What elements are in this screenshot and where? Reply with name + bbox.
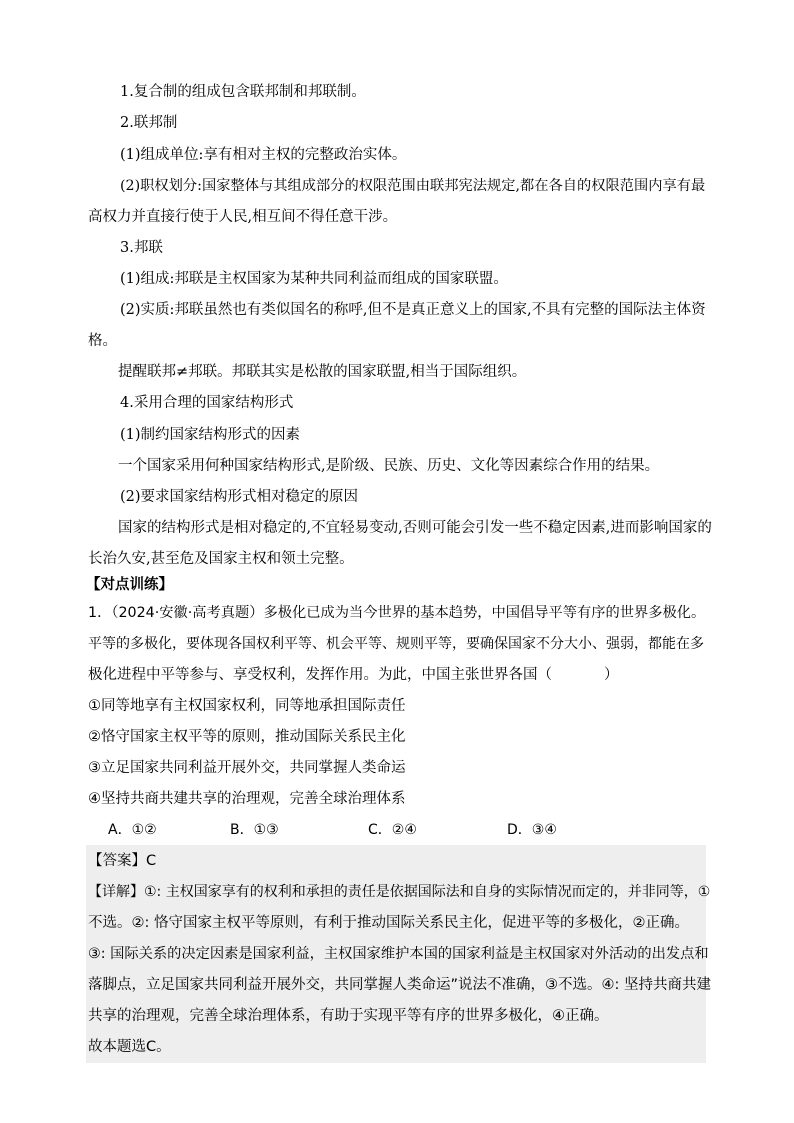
federal-powers-line2: 高权力并直接行使于人民,相互间不得任意干涉。 [88, 209, 398, 225]
option-c: C．②④ [368, 822, 417, 838]
explanation-line4: 落脚点，立足国家共同利益开展外交，共同掌握人类命运”说法不准确，③不选。④: 坚持共商共建 [88, 977, 712, 993]
explanation-line3: ③: 国际关系的决定因素是国家利益，主权国家维护本国的国家利益是主权国家对外活动的出发点和 [88, 946, 709, 962]
question-stem-line3 [88, 665, 619, 685]
explanation-line2: 不选。②: 恪守国家主权平等原则，有利于推动国际关系民主化，促进平等的多极化，②正确。 [88, 915, 689, 931]
knowledge-point-1: 1.复合制的组成包含联邦制和邦联制。 [120, 84, 366, 100]
option-b: B．①③ [230, 822, 279, 838]
reminder-note: 提醒联邦≠邦联。邦联其实是松散的国家联盟,相当于国际组织。 [118, 364, 527, 380]
option-a: A．①② [108, 822, 157, 838]
statement-2: ②恪守国家主权平等的原则，推动国际关系民主化 [88, 729, 406, 745]
statement-4: ④坚持共商共建共享的治理观，完善全球治理体系 [88, 791, 406, 807]
federal-units: (1)组成单位:享有相对主权的完整政治实体。 [120, 147, 407, 163]
heading-confederation: 3.邦联 [120, 240, 163, 256]
heading-structure-form: 4.采用合理的国家结构形式 [120, 395, 294, 411]
confederation-essence-line2: 格。 [88, 333, 117, 349]
confederation-essence-line1: (2)实质:邦联虽然也有类似国名的称呼,但不是真正意义上的国家,不具有完整的国际法主体资 [120, 302, 706, 318]
heading-federal-system: 2.联邦制 [120, 115, 178, 131]
structure-stability-line1: 国家的结构形式是相对稳定的,不宜轻易变动,否则可能会引发一些不稳定因素,进而影响国家的 [118, 520, 712, 536]
structure-factors-text: 一个国家采用何种国家结构形式,是阶级、民族、历史、文化等因素综合作用的结果。 [118, 458, 660, 474]
structure-factors-heading: (1)制约国家结构形式的因素 [120, 427, 301, 443]
option-d: D．③④ [507, 822, 557, 838]
question-stem-close-paren: ） [604, 667, 619, 683]
question-stem-line2: 平等的多极化，要体现各国权利平等、机会平等、规则平等，要确保国家不分大小、强弱，都能在多 [88, 636, 704, 652]
question-stem-line3-text: 极化进程中平等参与、享受权利，发挥作用。为此，中国主张世界各国（ [88, 667, 552, 683]
answer-label: 【答案】C [88, 853, 157, 869]
confederation-composition: (1)组成:邦联是主权国家为某种共同利益而组成的国家联盟。 [120, 271, 508, 287]
training-heading: 【对点训练】 [86, 576, 173, 593]
statement-1: ①同等地享有主权国家权利，同等地承担国际责任 [88, 698, 406, 714]
structure-stability-heading: (2)要求国家结构形式相对稳定的原因 [120, 489, 359, 505]
explanation-line5: 共享的治理观，完善全球治理体系，有助于实现平等有序的世界多极化，④正确。 [88, 1008, 609, 1024]
explanation-line1: 【详解】①: 主权国家享有的权利和承担的责任是依据国际法和自身的实际情况而定的，并非同等，① [88, 884, 711, 900]
federal-powers-line1: (2)职权划分:国家整体与其组成部分的权限范围由联邦宪法规定,都在各自的权限范围内享有最 [120, 178, 706, 194]
question-stem-line1: 1．（2024·安徽·高考真题）多极化已成为当今世界的基本趋势，中国倡导平等有序的世界多极化。 [88, 605, 706, 621]
structure-stability-line2: 长治久安,甚至危及国家主权和领土完整。 [88, 551, 354, 567]
statement-3: ③立足国家共同利益开展外交，共同掌握人类命运 [88, 760, 406, 776]
final-answer: 故本题选C。 [88, 1039, 171, 1055]
